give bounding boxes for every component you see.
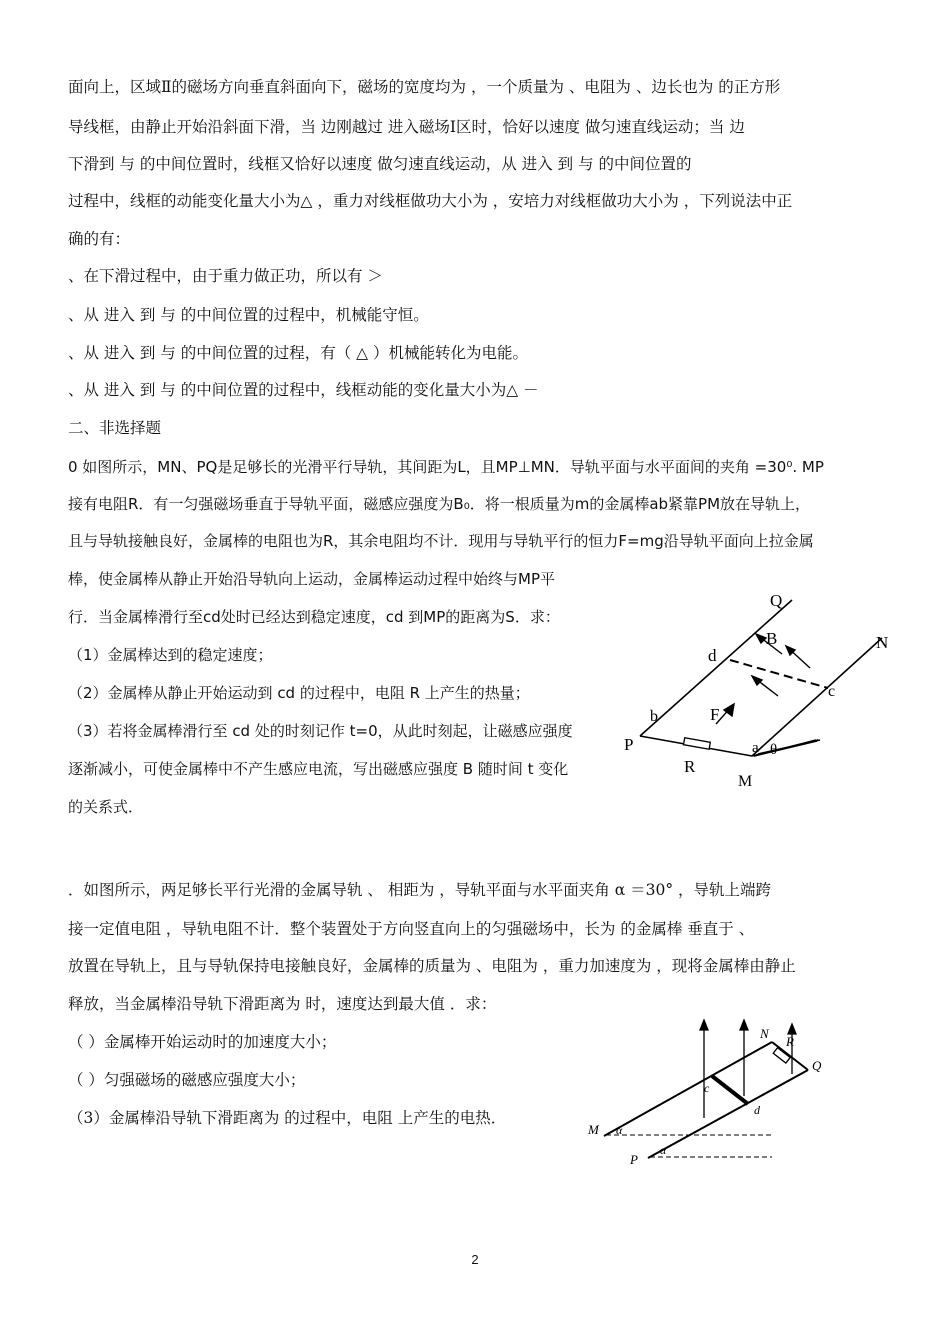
fig1-label-b: b xyxy=(650,708,658,725)
option-b: 、从 进入 到 与 的中间位置的过程中，机械能守恒。 xyxy=(68,306,429,324)
fig1-label-d: d xyxy=(708,646,717,665)
option-a: 、在下滑过程中，由于重力做正功，所以有 ＞ xyxy=(68,267,383,285)
fig1-label-a: a xyxy=(752,740,759,756)
q1-line: 接有电阻R．有一匀强磁场垂直于导轨平面，磁感应强度为B₀．将一根质量为m的金属棒ab紧靠PM放在导轨上， xyxy=(68,495,811,513)
fig1-label-f: F xyxy=(710,705,720,724)
fig2-label-d: d xyxy=(754,1103,760,1117)
fig1-label-b-field: B xyxy=(766,629,778,648)
fig2-label-m: M xyxy=(588,1122,599,1137)
text-line: 下滑到 与 的中间位置时，线框又恰好以速度 做匀速直线运动，从 进入 到 与 的中间位置的 xyxy=(68,155,692,173)
fig1-label-c: c xyxy=(828,683,836,700)
q1-part-2: （2）金属棒从静止开始运动到 cd 的过程中，电阻 R 上产生的热量； xyxy=(68,684,530,702)
fig2-label-q: Q xyxy=(812,1058,822,1073)
option-c: 、从 进入 到 与 的中间位置的过程，有（ △ ）机械能转化为电能。 xyxy=(68,344,528,362)
section-heading: 二、非选择题 xyxy=(68,419,162,437)
fig2-label-alpha-2: α xyxy=(660,1143,667,1157)
fig2-label-n: N xyxy=(760,1026,769,1041)
fig2-label-c: c xyxy=(704,1081,710,1095)
q2-line: ．如图所示，两足够长平行光滑的金属导轨 、 相距为 ，导轨平面与水平面夹角 α ＝30° ，导轨上端跨 xyxy=(68,881,772,899)
q1-line: 行．当金属棒滑行至cd处时已经达到稳定速度，cd 到MP的距离为S．求： xyxy=(68,608,560,626)
text-line: 过程中，线框的动能变化量大小为△ ，重力对线框做功大小为 ，安培力对线框做功大小为 ，下列说法中正 xyxy=(68,192,793,210)
option-d: 、从 进入 到 与 的中间位置的过程中，线框动能的变化量大小为△ － xyxy=(68,381,539,399)
fig2-label-p: P xyxy=(630,1152,638,1167)
fig1-label-theta: θ xyxy=(770,742,778,758)
q2-line: 释放，当金属棒沿导轨下滑距离为 时，速度达到最大值 ．求： xyxy=(68,995,497,1013)
q1-line: 的关系式． xyxy=(68,798,144,816)
fig1-label-q: Q xyxy=(770,591,783,610)
q2-line: 放置在导轨上，且与导轨保持电接触良好，金属棒的质量为 、电阻为 ，重力加速度为 ，现将金属棒由静止 xyxy=(68,957,796,975)
fig2-label-r: R xyxy=(786,1034,794,1049)
text-line: 导线框，由静止开始沿斜面下滑，当 边刚越过 进入磁场Ⅰ区时，恰好以速度 做匀速直线运动；当 边 xyxy=(68,118,745,136)
text-line: 面向上，区域Ⅱ的磁场方向垂直斜面向下，磁场的宽度均为 ，一个质量为 、电阻为 、边长也为 的正方形 xyxy=(68,78,781,96)
figure-inclined-rails xyxy=(620,588,910,798)
q1-line: 棒，使金属棒从静止开始沿导轨向上运动，金属棒运动过程中始终与MP平 xyxy=(68,570,555,588)
q2-part-3: （3）金属棒沿导轨下滑距离为 的过程中，电阻 上产生的电热． xyxy=(68,1109,507,1127)
fig1-label-r: R xyxy=(684,757,696,776)
q2-line: 接一定值电阻 ，导轨电阻不计．整个装置处于方向竖直向上的匀强磁场中，长为 的金属棒 垂直于 、 xyxy=(68,920,755,938)
figure-vertical-field-rails xyxy=(586,1018,846,1178)
q2-part-2: （ ）匀强磁场的磁感应强度大小； xyxy=(68,1071,306,1089)
fig1-label-m: M xyxy=(738,773,753,790)
q1-line: 且与导轨接触良好，金属棒的电阻也为R，其余电阻均不计．现用与导轨平行的恒力F=mg沿导轨平面向上拉金属 xyxy=(68,532,814,550)
q1-part-3: （3）若将金属棒滑行至 cd 处的时刻记作 t=0，从此时刻起，让磁感应强度 xyxy=(68,722,573,740)
q1-line: 0 如图所示，MN、PQ是足够长的光滑平行导轨，其间距为L，且MP⊥MN．导轨平面与水平面间的夹角 =30⁰. MP xyxy=(68,458,824,476)
q1-part-1: （1）金属棒达到的稳定速度； xyxy=(68,646,273,664)
q1-line: 逐渐减小，可使金属棒中不产生感应电流，写出磁感应强度 B 随时间 t 变化 xyxy=(68,760,569,778)
page-number: 2 xyxy=(471,1252,479,1267)
fig2-label-alpha-1: α xyxy=(616,1123,623,1137)
fig1-label-p: P xyxy=(624,735,634,754)
text-line: 确的有： xyxy=(68,230,131,248)
q2-part-1: （ ）金属棒开始运动时的加速度大小； xyxy=(68,1033,337,1051)
fig1-label-n: N xyxy=(876,633,889,652)
